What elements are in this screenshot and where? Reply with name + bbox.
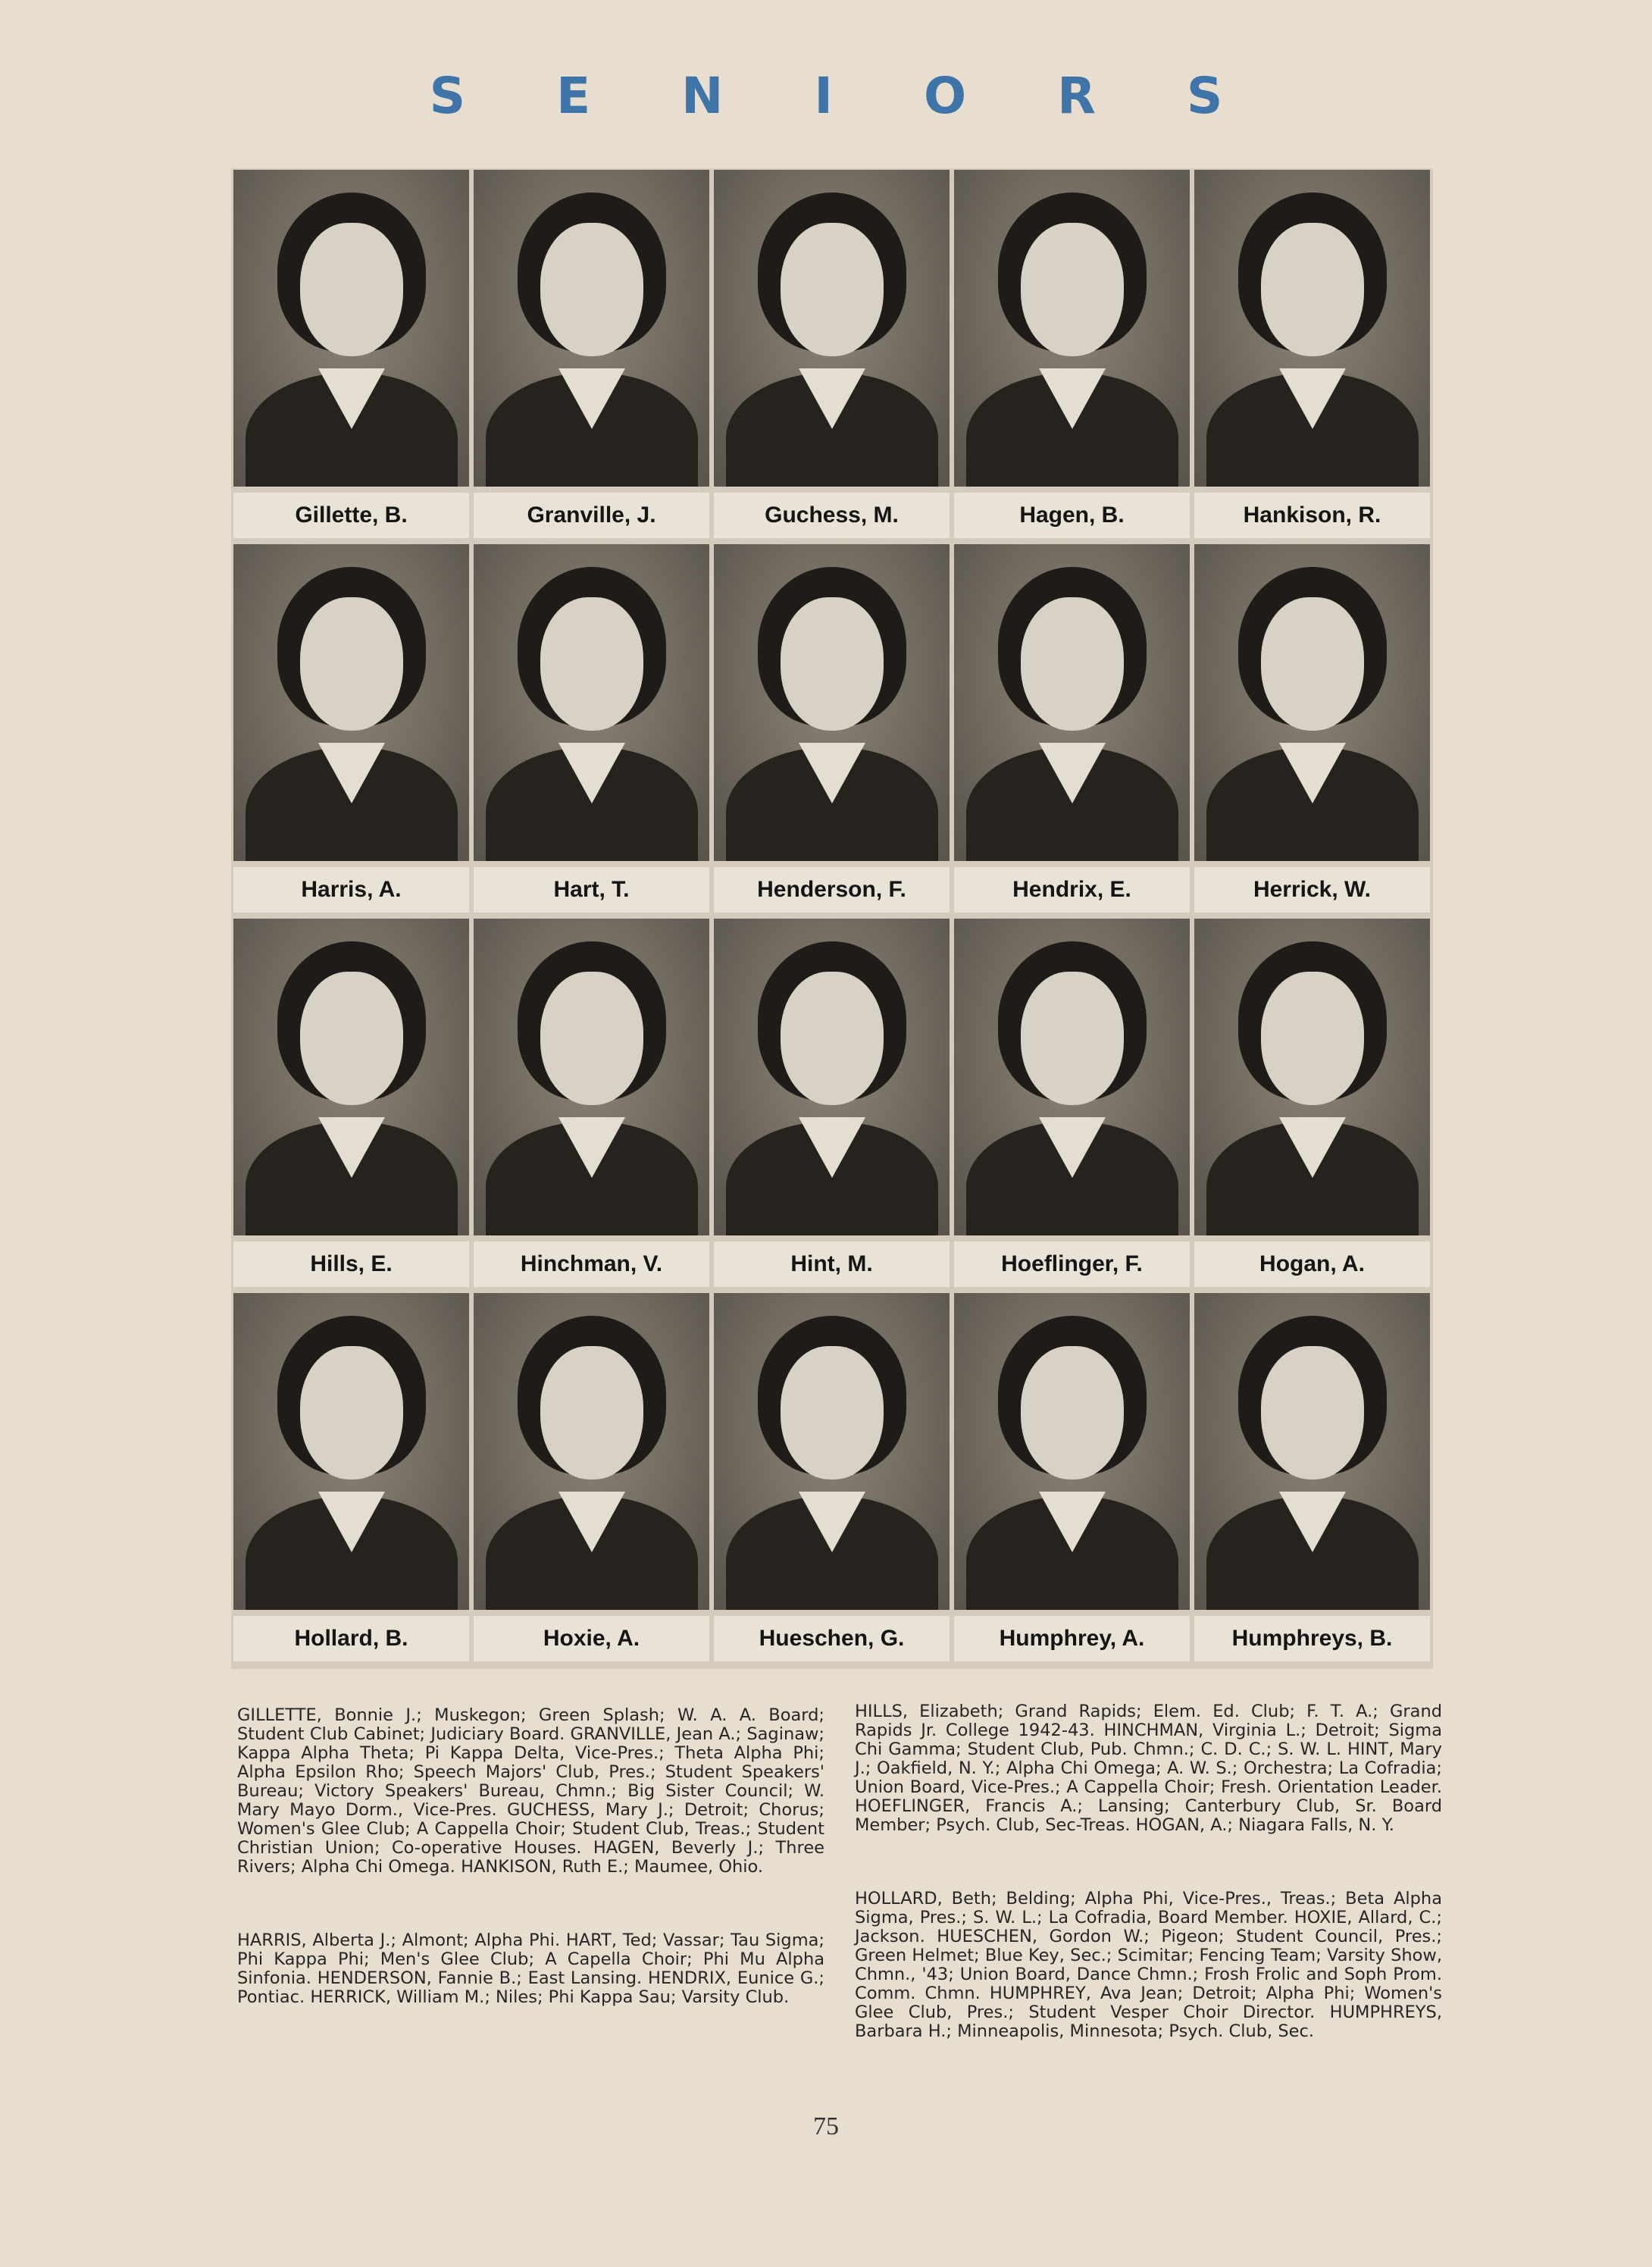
portrait-photo	[233, 1293, 469, 1610]
portrait-name: Hogan, A.	[1194, 1242, 1430, 1287]
portrait-photo	[954, 919, 1190, 1235]
portrait-card	[233, 919, 469, 1293]
portrait-photo	[1194, 544, 1430, 861]
portrait-photo	[233, 919, 469, 1235]
portrait-name: Granville, J.	[474, 493, 709, 538]
portrait-name: Harris, A.	[233, 867, 469, 913]
portrait-photo	[1194, 170, 1430, 487]
portrait-photo	[954, 1293, 1190, 1610]
portrait-card	[1194, 170, 1430, 544]
portrait-card	[474, 919, 709, 1293]
portrait-photo	[714, 544, 950, 861]
page-title: SENIORS	[429, 67, 1314, 125]
page-number: 75	[813, 2112, 839, 2140]
portrait-photo	[714, 919, 950, 1235]
portrait-name: Hills, E.	[233, 1242, 469, 1287]
portrait-card	[714, 544, 950, 919]
portrait-name: Henderson, F.	[714, 867, 950, 913]
portrait-photo	[233, 170, 469, 487]
portrait-photo	[474, 919, 709, 1235]
portrait-name: Guchess, M.	[714, 493, 950, 538]
portrait-card	[474, 170, 709, 544]
portrait-name: Hueschen, G.	[714, 1616, 950, 1661]
portrait-name: Hinchman, V.	[474, 1242, 709, 1287]
portrait-photo	[954, 170, 1190, 487]
portrait-name: Hart, T.	[474, 867, 709, 913]
portrait-photo	[233, 544, 469, 861]
portrait-card	[1194, 544, 1430, 919]
portrait-photo	[954, 544, 1190, 861]
portrait-name: Humphreys, B.	[1194, 1616, 1430, 1661]
portrait-card	[954, 919, 1190, 1293]
portrait-card	[714, 1293, 950, 1667]
portrait-name: Hoxie, A.	[474, 1616, 709, 1661]
portrait-photo	[714, 1293, 950, 1610]
bio-paragraph-left-2: HARRIS, Alberta J.; Almont; Alpha Phi. HART, Ted; Vassar; Tau Sigma; Phi Kappa Phi; Men's Glee Club; A Capella Choir; Phi Mu Alpha Sinfonia. HENDERSON, Fannie B.; East Lansing. HENDRIX, Eunice G.; Pontiac. HERRICK, William M.; Niles; Phi Kappa Sau; Varsity Club.	[237, 1930, 824, 2007]
portrait-photo	[1194, 919, 1430, 1235]
bio-paragraph-right-2: HOLLARD, Beth; Belding; Alpha Phi, Vice-Pres., Treas.; Beta Alpha Sigma, Pres.; S. W. L.; La Cofradia, Board Member. HOXIE, Allard, C.; Jackson. HUESCHEN, Gordon W.; Pigeon; Student Council, Pres.; Green Helmet; Blue Key, Sec.; Scimitar; Fencing Team; Varsity Show, Chmn., '43; Union Board, Dance Chmn.; Frosh Frolic and Soph Prom. Comm. Chmn. HUMPHREY, Ava Jean; Detroit; Alpha Phi; Women's Glee Club, Pres.; Student Vesper Choir Director. HUMPHREYS, Barbara H.; Minneapolis, Minnesota; Psych. Club, Sec.	[855, 1889, 1442, 2041]
portrait-name: Hoeflinger, F.	[954, 1242, 1190, 1287]
portrait-card	[233, 1293, 469, 1667]
portrait-name: Herrick, W.	[1194, 867, 1430, 913]
portrait-card	[474, 544, 709, 919]
portrait-card	[714, 170, 950, 544]
portrait-name: Humphrey, A.	[954, 1616, 1190, 1661]
portrait-card	[954, 544, 1190, 919]
bio-paragraph-left-1: GILLETTE, Bonnie J.; Muskegon; Green Splash; W. A. A. Board; Student Club Cabinet; Judiciary Board. GRANVILLE, Jean A.; Saginaw; Kappa Alpha Theta; Pi Kappa Delta, Vice-Pres.; Theta Alpha Phi; Alpha Epsilon Rho; Speech Majors' Club, Pres.; Student Speakers' Bureau; Victory Speakers' Bureau, Chmn.; Big Sister Council; W. Mary Mayo Dorm., Vice-Pres. GUCHESS, Mary J.; Detroit; Chorus; Women's Glee Club; A Cappella Choir; Student Club, Treas.; Student Christian Union; Co-operative Houses. HAGEN, Beverly J.; Three Rivers; Alpha Chi Omega. HANKISON, Ruth E.; Maumee, Ohio.	[237, 1705, 824, 1877]
portrait-photo	[714, 170, 950, 487]
portrait-name: Hendrix, E.	[954, 867, 1190, 913]
portrait-card	[233, 170, 469, 544]
portrait-card	[1194, 919, 1430, 1293]
portrait-photo	[1194, 1293, 1430, 1610]
portrait-name: Gillette, B.	[233, 493, 469, 538]
portrait-name: Hankison, R.	[1194, 493, 1430, 538]
portrait-name: Hint, M.	[714, 1242, 950, 1287]
portrait-grid	[231, 168, 1433, 1669]
bio-paragraph-right-1: HILLS, Elizabeth; Grand Rapids; Elem. Ed. Club; F. T. A.; Grand Rapids Jr. College 1942-43. HINCHMAN, Virginia L.; Detroit; Sigma Chi Gamma; Student Club, Pub. Chmn.; C. D. C.; S. W. L. HINT, Mary J.; Oakfield, N. Y.; Alpha Chi Omega; A. W. S.; Orchestra; La Cofradia; Union Board, Vice-Pres.; A Cappella Choir; Fresh. Orientation Leader. HOEFLINGER, Francis A.; Lansing; Canterbury Club, Sr. Board Member; Psych. Club, Sec-Treas. HOGAN, A.; Niagara Falls, N. Y.	[855, 1702, 1442, 1835]
portrait-card	[1194, 1293, 1430, 1667]
portrait-card	[474, 1293, 709, 1667]
portrait-card	[714, 919, 950, 1293]
portrait-photo	[474, 544, 709, 861]
portrait-photo	[474, 1293, 709, 1610]
portrait-name: Hollard, B.	[233, 1616, 469, 1661]
portrait-photo	[474, 170, 709, 487]
portrait-card	[233, 544, 469, 919]
portrait-name: Hagen, B.	[954, 493, 1190, 538]
portrait-card	[954, 1293, 1190, 1667]
portrait-card	[954, 170, 1190, 544]
